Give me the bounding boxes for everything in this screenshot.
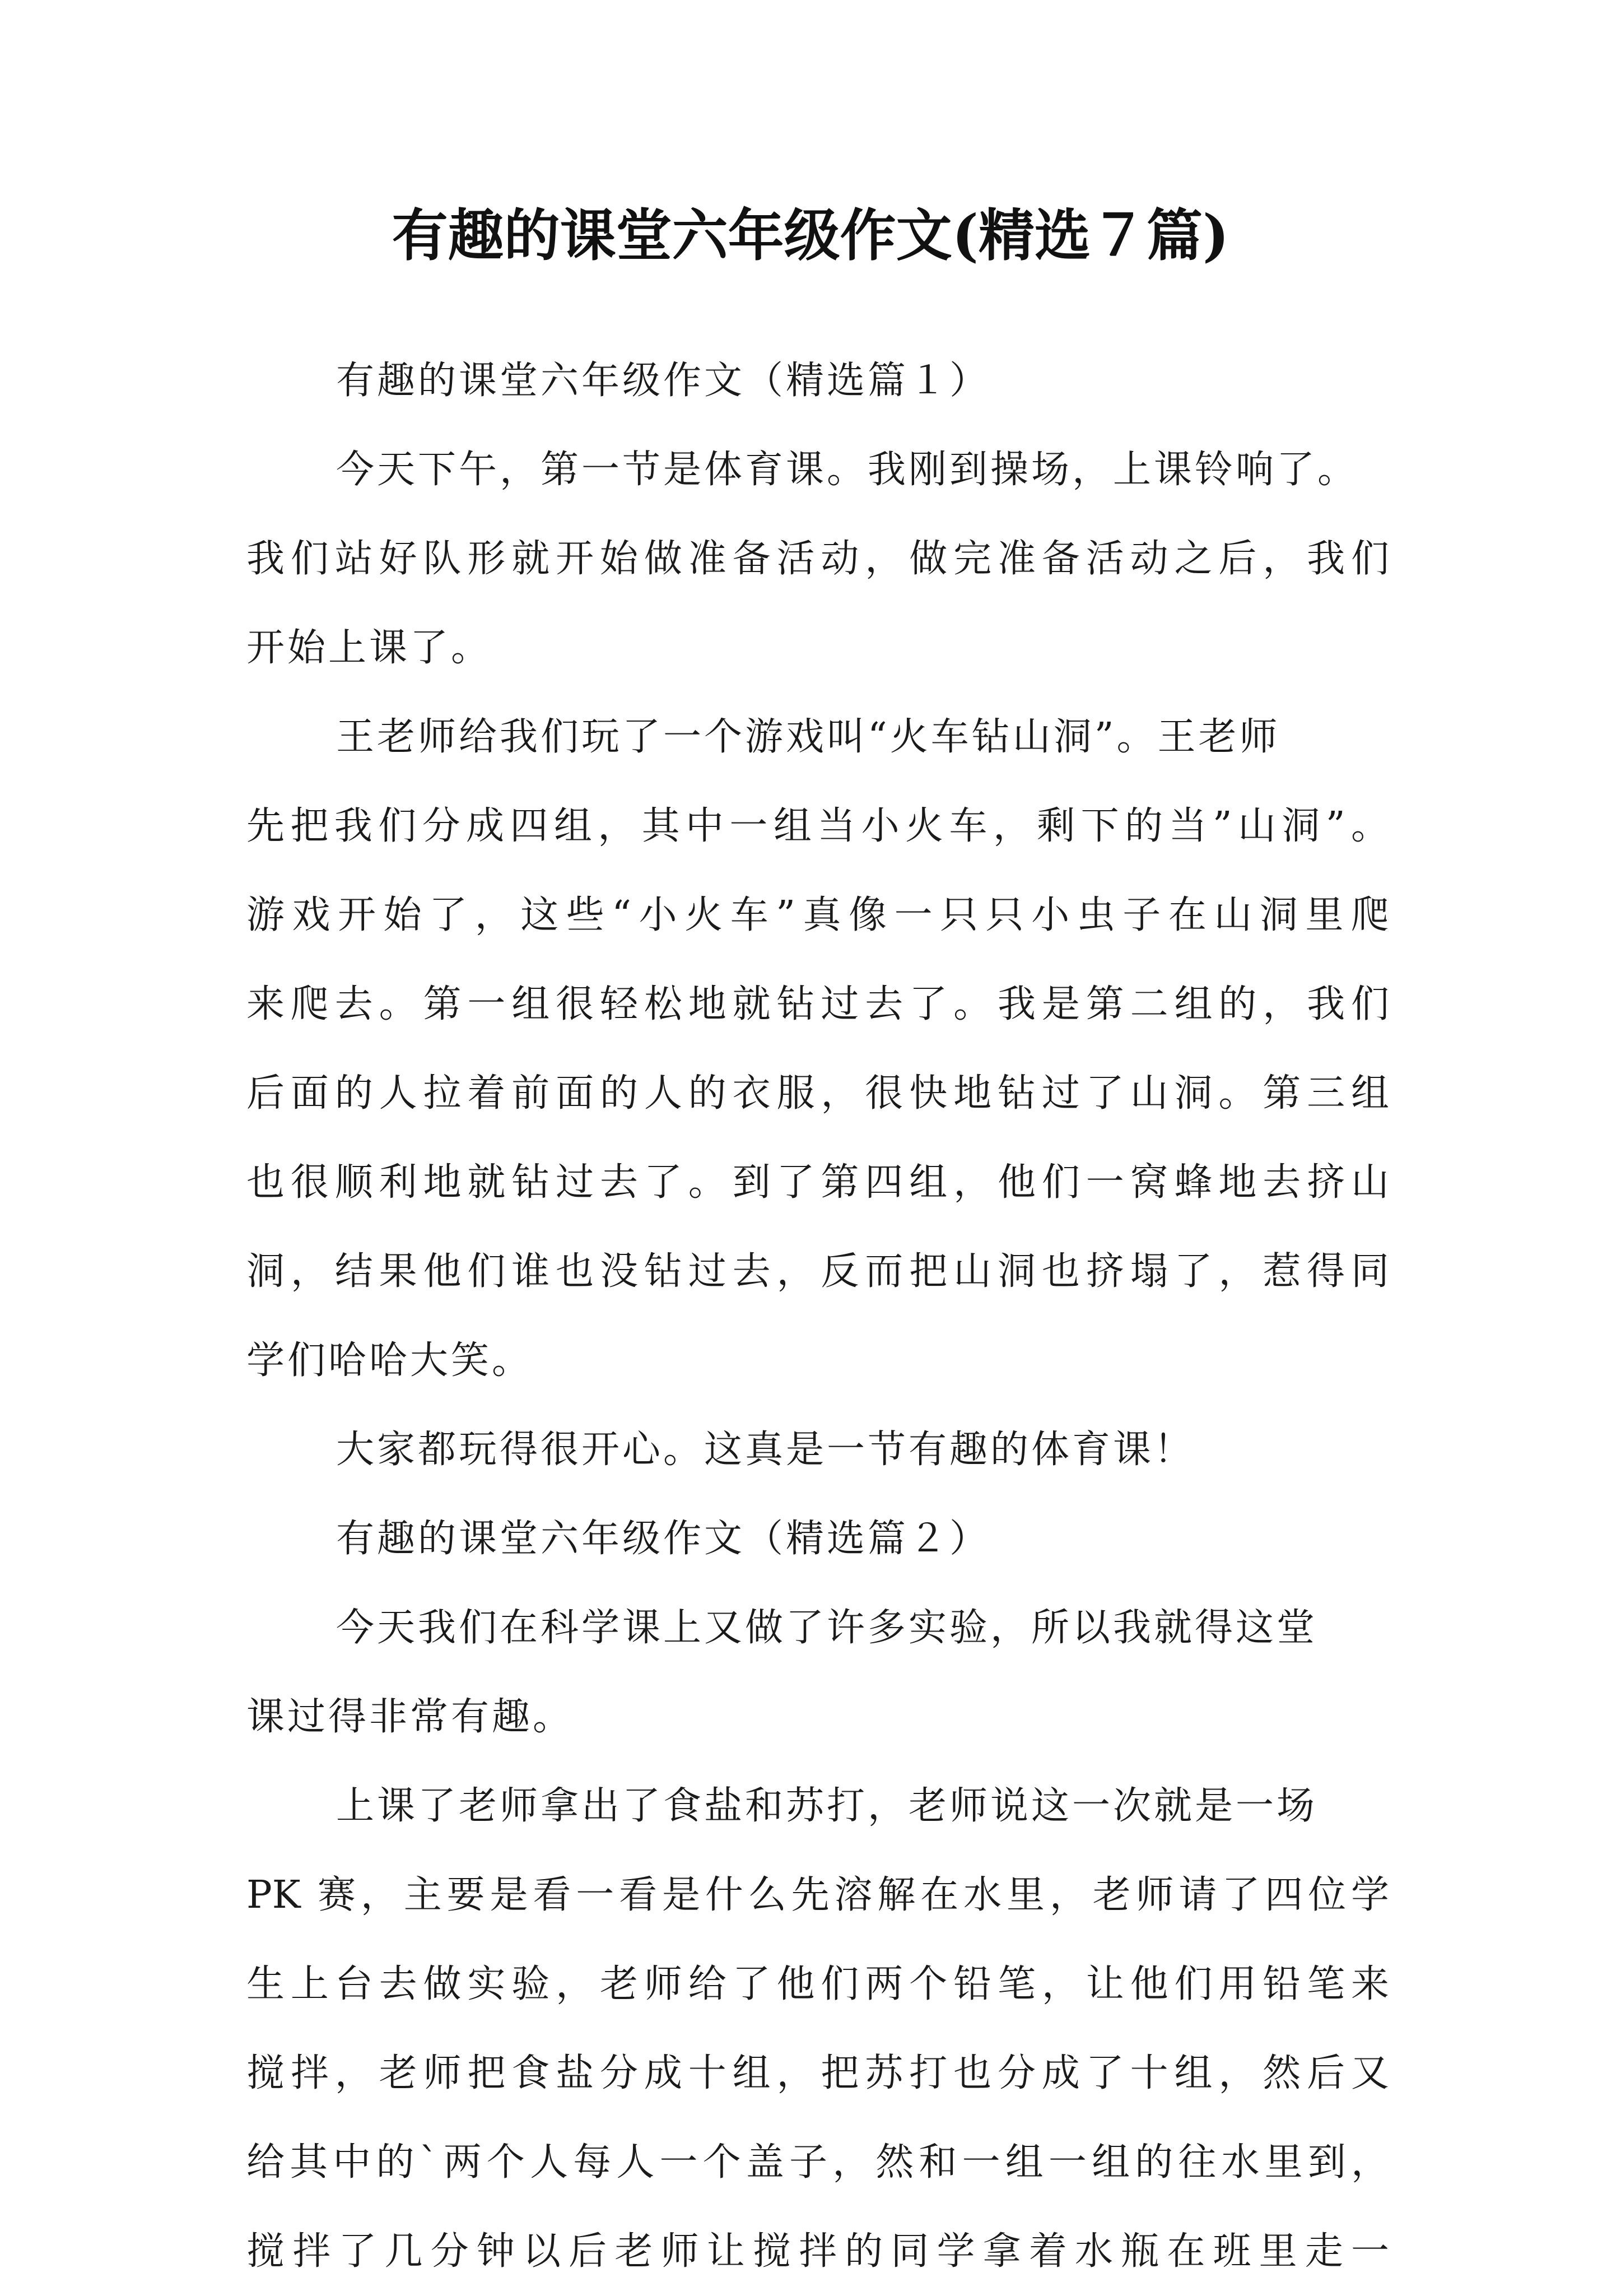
- paragraph-line: 游戏开始了，这些“小火车”真像一只只小虫子在山洞里爬: [246, 893, 1389, 937]
- paragraph-line: 搅拌了几分钟以后老师让搅拌的同学拿着水瓶在班里走一: [246, 2229, 1389, 2274]
- paragraph-line: 生上台去做实验，老师给了他们两个铅笔，让他们用铅笔来: [246, 1962, 1389, 2006]
- paragraph-line: 学们哈哈大笑。: [246, 1338, 533, 1383]
- paragraph-line: 也很顺利地就钻过去了。到了第四组，他们一窝蜂地去挤山: [246, 1160, 1389, 1205]
- paragraph-line: 王老师给我们玩了一个游戏叫“火车钻山洞”。王老师: [336, 715, 1280, 759]
- section-heading: 有趣的课堂六年级作文（精选篇１）: [336, 359, 991, 403]
- paragraph-line: 洞，结果他们谁也没钻过去，反而把山洞也挤塌了，惹得同: [246, 1249, 1389, 1294]
- paragraph-line: 后面的人拉着前面的人的衣服，很快地钻过了山洞。第三组: [246, 1071, 1389, 1116]
- paragraph-line: 上课了老师拿出了食盐和苏打，老师说这一次就是一场: [336, 1784, 1318, 1828]
- section-heading: 有趣的课堂六年级作文（精选篇２）: [336, 1517, 991, 1561]
- paragraph-line: 来爬去。第一组很轻松地就钻过去了。我是第二组的，我们: [246, 982, 1389, 1026]
- paragraph-line: 课过得非常有趣。: [246, 1695, 574, 1739]
- paragraph-line: 大家都玩得很开心。这真是一节有趣的体育课！: [336, 1428, 1195, 1472]
- document-body: [246, 336, 1389, 2296]
- document-title: 有趣的课堂六年级作文(精选７篇): [392, 202, 1229, 268]
- paragraph-line: 先把我们分成四组，其中一组当小火车，剩下的当”山洞”。: [246, 804, 1389, 848]
- paragraph-line: 今天下午，第一节是体育课。我刚到操场，上课铃响了。: [336, 448, 1359, 492]
- paragraph-line: 搅拌，老师把食盐分成十组，把苏打也分成了十组，然后又: [246, 2051, 1389, 2095]
- paragraph-line: 给其中的`两个人每人一个盖子，然和一组一组的往水里到，: [246, 2140, 1389, 2185]
- paragraph-line: PK 赛，主要是看一看是什么先溶解在水里，老师请了四位学: [246, 1873, 1389, 1917]
- paragraph-line: 开始上课了。: [246, 626, 492, 670]
- paragraph-line: 我们站好队形就开始做准备活动，做完准备活动之后，我们: [246, 537, 1389, 581]
- paragraph-line: 今天我们在科学课上又做了许多实验，所以我就得这堂: [336, 1606, 1318, 1650]
